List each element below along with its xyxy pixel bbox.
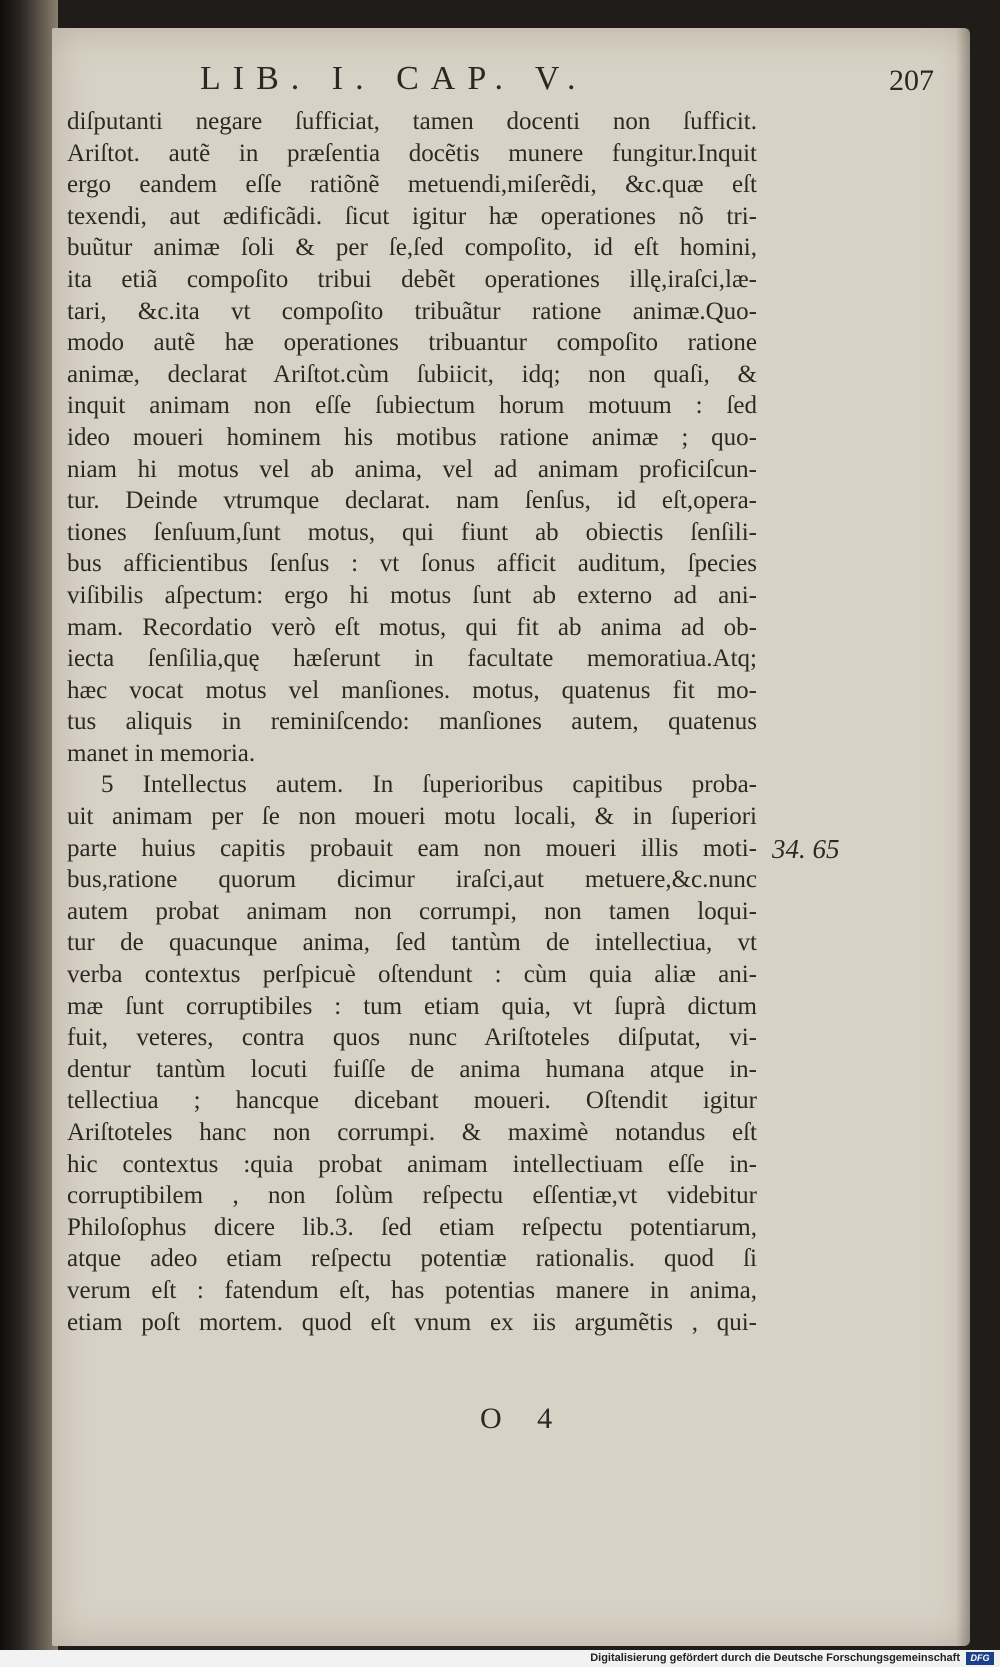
text-line: parte huius capitis probauit eam non moueri illis moti- xyxy=(67,834,757,862)
footer-credit: Digitalisierung gefördert durch die Deutsche Forschungsgemeinschaft xyxy=(590,1652,960,1664)
text-line: niam hi motus vel ab anima, vel ad animam proficiſcun- xyxy=(67,455,757,483)
text-line: texendi, aut ædificãdi. ſicut igitur hæ operationes nõ tri- xyxy=(67,202,757,230)
text-line: modo autẽ hæ operationes tribuantur compoſito ratione xyxy=(67,329,757,357)
text-line: autem probat animam non corrumpi, non tamen loqui- xyxy=(67,897,757,925)
text-line: mam. Recordatio verò eſt motus, qui fit ab anima ad ob- xyxy=(67,613,757,641)
text-line: bus,ratione quorum dicimur iraſci,aut metuere,&c.nunc xyxy=(67,866,757,894)
text-line: Ariſtot. autẽ in præſentia docẽtis munere fungitur.Inquit xyxy=(67,139,757,167)
text-line: verba contextus perſpicuè oſtendunt : cùm quia aliæ ani- xyxy=(67,961,757,989)
digitization-footer xyxy=(0,1650,1000,1667)
text-line: Philoſophus dicere lib.3. ſed etiam reſpectu potentiarum, xyxy=(67,1213,757,1241)
text-line: diſputanti negare ſufficiat, tamen docenti non ſufficit. xyxy=(67,108,757,135)
text-line: ergo eandem eſſe ratiõnẽ metuendi,miſerẽdi, &c.quæ eſt xyxy=(67,171,757,199)
text-line: tiones ſenſuum,ſunt motus, qui fiunt ab obiectis ſenſili- xyxy=(67,518,757,546)
text-line: corruptibilem , non ſolùm reſpectu eſſentiæ,vt videbitur xyxy=(67,1182,757,1210)
text-line: verum eſt : fatendum eſt, has potentias manere in anima, xyxy=(67,1276,757,1304)
lemma-line: 5 Intellectus autem. In ſuperioribus capitibus proba- xyxy=(101,771,757,799)
text-line: tellectiua ; hancque dicebant moueri. Oſtendit igitur xyxy=(67,1087,757,1115)
text-line: manet in memoria. xyxy=(67,739,256,767)
text-line: mæ ſunt corruptibiles : tum etiam quia, vt ſuprà dictum xyxy=(67,992,757,1020)
dfg-logo-icon: DFG xyxy=(966,1652,994,1665)
body-text xyxy=(67,106,757,1338)
text-line: inquit animam non eſſe ſubiectum horum motuum : ſed xyxy=(67,392,757,420)
text-line: etiam poſt mortem. quod eſt vnum ex iis argumẽtis , qui- xyxy=(67,1308,757,1336)
text-line: Ariſtoteles hanc non corrumpi. & maximè notandus eſt xyxy=(67,1119,757,1146)
text-line: atque adeo etiam reſpectu potentiæ rationalis. quod ſi xyxy=(67,1245,757,1273)
signature-mark: O 4 xyxy=(480,1402,567,1435)
text-line: hæc vocat motus vel manſiones. motus, quatenus fit mo- xyxy=(67,676,757,704)
text-line: buũtur animæ ſoli & per ſe,ſed compoſito, id eſt homini, xyxy=(67,234,757,262)
running-head: LIB. I. CAP. V. xyxy=(200,60,588,97)
text-line: tur. Deinde vtrumque declarat. nam ſenſus, id eſt,opera- xyxy=(67,487,757,515)
page-number: 207 xyxy=(889,64,934,97)
text-line: bus afficientibus ſenſus : vt ſonus afficit auditum, ſpecies xyxy=(67,550,757,578)
text-line: dentur tantùm locuti fuiſſe de anima humana atque in- xyxy=(67,1055,757,1083)
text-line: fuit, veteres, contra quos nunc Ariſtoteles diſputat, vi- xyxy=(67,1024,757,1052)
text-line: tur de quacunque anima, ſed tantùm de intellectiua, vt xyxy=(67,929,757,957)
text-line: viſibilis aſpectum: ergo hi motus ſunt ab externo ad ani- xyxy=(67,581,757,609)
book-spine xyxy=(0,0,58,1650)
margin-note: 34. 65 xyxy=(772,834,840,864)
text-line: ita etiã compoſito tribui debẽt operationes illę,iraſci,læ- xyxy=(67,265,757,293)
text-line: animæ, declarat Ariſtot.cùm ſubiicit, idq; non quaſi, & xyxy=(67,360,757,388)
text-line: tus aliquis in reminiſcendo: manſiones autem, quatenus xyxy=(67,708,757,736)
text-line: ideo moueri hominem his motibus ratione animæ ; quo- xyxy=(67,423,757,451)
text-line: hic contextus :quia probat animam intellectiuam eſſe in- xyxy=(67,1150,757,1178)
text-line: tari, &c.ita vt compoſito tribuãtur ratione animæ.Quo- xyxy=(67,297,757,325)
text-line: uit animam per ſe non moueri motu locali, & in ſuperiori xyxy=(67,803,757,831)
text-line: iecta ſenſilia,quę hæſerunt in facultate memoratiua.Atq; xyxy=(67,645,757,673)
